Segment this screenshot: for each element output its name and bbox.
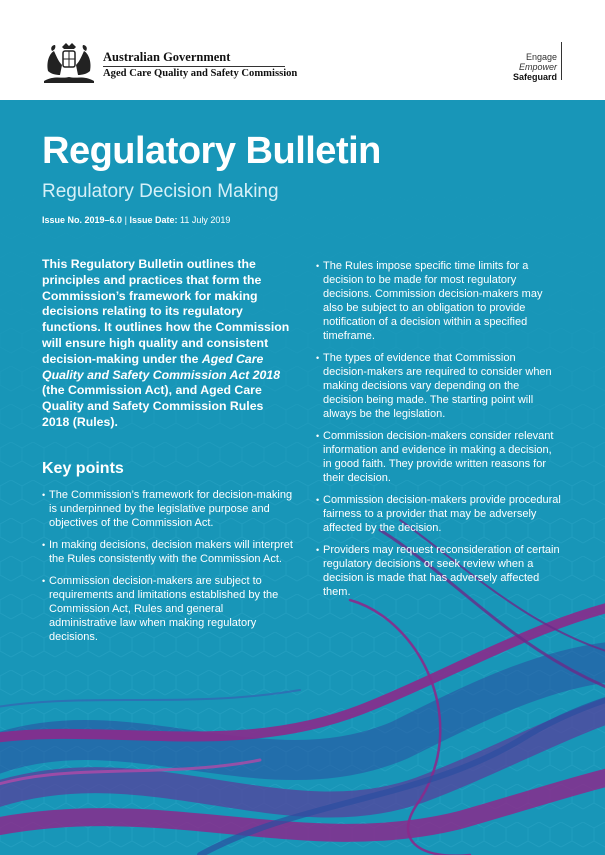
header-divider: [103, 66, 285, 67]
tagline-engage: Engage: [525, 52, 557, 62]
coat-of-arms-icon: [42, 41, 96, 85]
key-points-heading: Key points: [42, 460, 124, 477]
page-subtitle: Regulatory Decision Making: [42, 181, 279, 202]
issue-date-value: 11 July 2019: [179, 215, 231, 225]
list-item: • Commission decision-makers consider relevant information and evidence in making a decision, in good faith. They provide written reasons for their decision.: [316, 429, 561, 485]
tagline-safeguard: Safeguard: [512, 72, 557, 82]
list-item: • The types of evidence that Commission decision-makers are required to consider when making decisions vary depending on the decision being made. The starting point will always be the legislation.: [316, 351, 561, 421]
page-title: Regulatory Bulletin: [42, 130, 381, 172]
issue-date-label: Issue Date:: [129, 215, 178, 225]
key-points-list-left: [42, 488, 294, 652]
list-item: • The Rules impose specific time limits for a decision to be made for most regulatory decisions. Commission decision-makers may also be subject to an obligation to provide notification of a decision within a specified timeframe.: [316, 259, 561, 343]
agency-name: Aged Care Quality and Safety Commission: [103, 68, 298, 79]
intro-text-1: This Regulatory Bulletin outlines the principles and practices that form the Commission’s framework for making decisions relating to its regulatory functions. It outlines how the Commission will ensure high quality and consistent decision-making under the: [42, 257, 290, 366]
issue-number: Issue No. 2019–6.0: [42, 215, 123, 225]
intro-act-name: Aged Care Quality and Safety Commission Act 2018: [42, 351, 281, 382]
intro-text-2: (the Commission Act), and Aged Care Quality and Safety Commission Rules 2018 (Rules).: [42, 383, 264, 429]
list-item: • In making decisions, decision makers will interpret the Rules consistently with the Commission Act.: [42, 538, 294, 566]
list-item: • Commission decision-makers are subject to requirements and limitations established by the Commission Act, Rules and general administrative law when making regulatory decisions.: [42, 574, 294, 644]
government-name: Australian Government: [103, 50, 231, 64]
list-item: • Commission decision-makers provide procedural fairness to a provider that may be adversely affected by the decision.: [316, 493, 561, 535]
key-points-list-right: [316, 259, 561, 607]
list-item: • Providers may request reconsideration of certain regulatory decisions or seek review when a decision is made that has adversely affected them.: [316, 543, 561, 599]
list-item: • The Commission’s framework for decision-making is underpinned by the legislative purpose and objectives of the Commission Act.: [42, 488, 294, 530]
issue-separator: |: [124, 215, 127, 225]
intro-paragraph: [42, 257, 290, 431]
issue-info: [42, 215, 230, 225]
tagline: [513, 52, 557, 82]
header-bar: [0, 0, 605, 100]
tagline-empower: Empower: [518, 62, 557, 72]
tagline-divider: [561, 42, 562, 80]
